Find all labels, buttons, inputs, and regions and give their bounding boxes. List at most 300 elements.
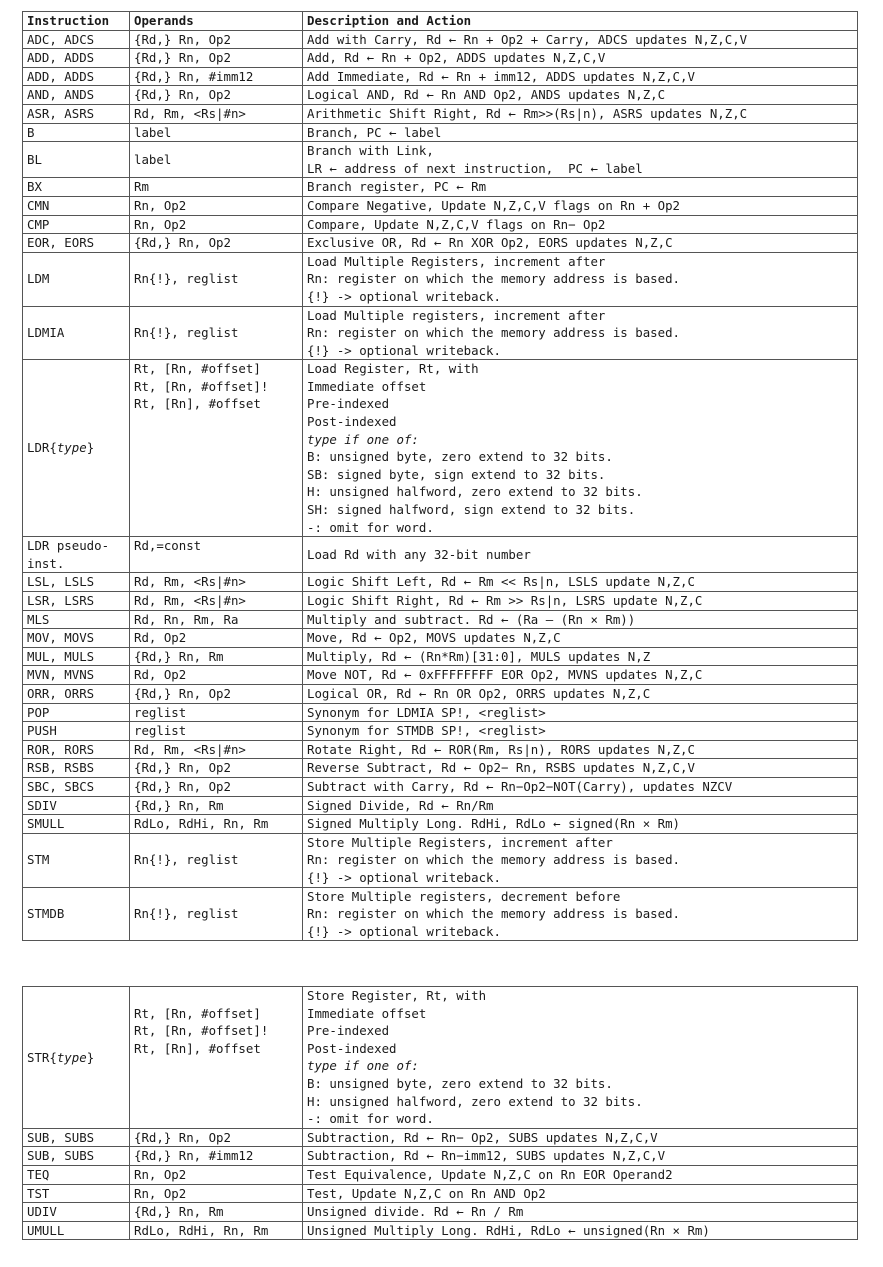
description-cell xyxy=(303,306,858,360)
instruction-text: LSL, LSLS xyxy=(27,574,95,590)
description-text: H: unsigned halfword, zero extend to 32 bits. xyxy=(307,1093,643,1109)
instruction-cell xyxy=(23,647,130,666)
instruction-text: SBC, SBCS xyxy=(27,778,95,794)
instruction-text: ADC, ADCS xyxy=(27,31,95,47)
operands-text: Rn, Op2 xyxy=(134,197,187,213)
instruction-text: MLS xyxy=(27,611,50,627)
instruction-cell xyxy=(23,573,130,592)
instruction-cell xyxy=(23,49,130,68)
description-cell xyxy=(303,1203,858,1222)
description-text: -: omit for word. xyxy=(307,1111,434,1127)
instruction-cell xyxy=(23,987,130,1129)
operands-cell xyxy=(130,1128,303,1147)
description-text: type if one of: xyxy=(307,1058,419,1074)
instruction-text: POP xyxy=(27,704,50,720)
operands-text: Rn{!}, reglist xyxy=(134,325,239,341)
description-text: Compare Negative, Update N,Z,C,V flags on Rn + Op2 xyxy=(307,197,680,213)
description-cell xyxy=(303,796,858,815)
operands-text: {Rd,} Rn, Op2 xyxy=(134,87,231,103)
description-cell xyxy=(303,703,858,722)
instruction-text: EOR, EORS xyxy=(27,235,95,251)
operands-text: RdLo, RdHi, Rn, Rm xyxy=(134,1222,269,1238)
description-text: Rotate Right, Rd ← ROR(Rm, Rs|n), RORS updates N,Z,C xyxy=(307,741,695,757)
description-cell xyxy=(303,647,858,666)
operands-text: {Rd,} Rn, #imm12 xyxy=(134,68,254,84)
instruction-cell xyxy=(23,86,130,105)
table-row xyxy=(23,86,858,105)
operands-text: Rt, [Rn], #offset xyxy=(134,1040,261,1056)
operands-cell xyxy=(130,1165,303,1184)
operands-text: Rn, Op2 xyxy=(134,1166,187,1182)
description-cell xyxy=(303,777,858,796)
operands-cell xyxy=(130,123,303,142)
operands-text: Rn, Op2 xyxy=(134,1185,187,1201)
description-text: Pre-indexed xyxy=(307,396,390,412)
operands-text: Rt, [Rn, #offset] xyxy=(134,361,261,377)
description-text: Test, Update N,Z,C on Rn AND Op2 xyxy=(307,1185,546,1201)
table-row xyxy=(23,215,858,234)
description-text: Post-indexed xyxy=(307,1040,397,1056)
instruction-text: LDR pseudo- xyxy=(27,538,110,554)
description-cell xyxy=(303,666,858,685)
instruction-cell xyxy=(23,629,130,648)
operands-text: Rn, Op2 xyxy=(134,216,187,232)
operands-cell xyxy=(130,777,303,796)
operands-cell xyxy=(130,1221,303,1240)
header-row xyxy=(23,12,858,31)
description-text: Logical AND, Rd ← Rn AND Op2, ANDS updates N,Z,C xyxy=(307,87,666,103)
description-cell xyxy=(303,987,858,1129)
table-row xyxy=(23,592,858,611)
instruction-cell xyxy=(23,740,130,759)
description-text: Load Multiple registers, increment after xyxy=(307,307,606,323)
instruction-text: MOV, MOVS xyxy=(27,630,95,646)
instruction-table-continued-body xyxy=(23,987,858,1240)
instruction-text: type xyxy=(56,440,87,456)
instruction-text: TEQ xyxy=(27,1166,50,1182)
description-cell xyxy=(303,234,858,253)
operands-text: Rn{!}, reglist xyxy=(134,906,239,922)
instruction-text: } xyxy=(86,1049,95,1065)
operands-cell xyxy=(130,592,303,611)
operands-text: {Rd,} Rn, Op2 xyxy=(134,50,231,66)
operands-text: Rm xyxy=(134,179,149,195)
table-row xyxy=(23,684,858,703)
description-cell xyxy=(303,104,858,123)
table-row xyxy=(23,1147,858,1166)
description-cell xyxy=(303,86,858,105)
instruction-text: MUL, MULS xyxy=(27,648,95,664)
instruction-text: STM xyxy=(27,852,50,868)
operands-text: Rd, Op2 xyxy=(134,630,187,646)
instruction-cell xyxy=(23,360,130,537)
instruction-text: CMN xyxy=(27,197,50,213)
instruction-cell xyxy=(23,759,130,778)
description-text: Store Multiple registers, decrement before xyxy=(307,888,621,904)
instruction-text: ADD, ADDS xyxy=(27,68,95,84)
operands-text: {Rd,} Rn, Op2 xyxy=(134,235,231,251)
description-cell xyxy=(303,592,858,611)
description-cell xyxy=(303,123,858,142)
instruction-table xyxy=(22,11,858,941)
description-text: Load Rd with any 32-bit number xyxy=(307,547,531,563)
instruction-cell xyxy=(23,815,130,834)
description-cell xyxy=(303,67,858,86)
instruction-cell xyxy=(23,1221,130,1240)
operands-text: Rt, [Rn, #offset] xyxy=(134,1005,261,1021)
operands-text: {Rd,} Rn, Rm xyxy=(134,797,224,813)
description-cell xyxy=(303,629,858,648)
instruction-cell xyxy=(23,123,130,142)
description-text: Signed Divide, Rd ← Rn/Rm xyxy=(307,797,494,813)
instruction-text: ORR, ORRS xyxy=(27,685,95,701)
description-text: -: omit for word. xyxy=(307,519,434,535)
operands-text: Rn{!}, reglist xyxy=(134,271,239,287)
instruction-cell xyxy=(23,1184,130,1203)
table-row xyxy=(23,759,858,778)
table-row xyxy=(23,252,858,306)
table-row xyxy=(23,104,858,123)
description-text: Reverse Subtract, Rd ← Op2− Rn, RSBS updates N,Z,C,V xyxy=(307,760,695,776)
table-row xyxy=(23,1165,858,1184)
operands-text: Rd, Rn, Rm, Ra xyxy=(134,611,239,627)
description-cell xyxy=(303,1184,858,1203)
operands-cell xyxy=(130,1203,303,1222)
operands-cell xyxy=(130,30,303,49)
operands-text: {Rd,} Rn, Rm xyxy=(134,1204,224,1220)
operands-text: {Rd,} Rn, Op2 xyxy=(134,685,231,701)
table-row xyxy=(23,537,858,573)
table-row xyxy=(23,887,858,941)
description-text: Signed Multiply Long. RdHi, RdLo ← signed(Rn × Rm) xyxy=(307,816,680,832)
description-text: B: unsigned byte, zero extend to 32 bits. xyxy=(307,449,613,465)
description-text: Pre-indexed xyxy=(307,1023,390,1039)
instruction-cell xyxy=(23,722,130,741)
description-text: Unsigned Multiply Long. RdHi, RdLo ← unsigned(Rn × Rm) xyxy=(307,1222,710,1238)
instruction-cell xyxy=(23,178,130,197)
instruction-text: ASR, ASRS xyxy=(27,105,95,121)
description-text: Store Multiple Registers, increment after xyxy=(307,834,613,850)
operands-text: Rd,=const xyxy=(134,538,202,554)
operands-text: reglist xyxy=(134,704,187,720)
instruction-cell xyxy=(23,142,130,178)
description-cell xyxy=(303,178,858,197)
description-text: {!} -> optional writeback. xyxy=(307,342,501,358)
operands-cell xyxy=(130,142,303,178)
instruction-text: type xyxy=(56,1049,87,1065)
table-row xyxy=(23,740,858,759)
description-cell xyxy=(303,252,858,306)
instruction-text: CMP xyxy=(27,216,50,232)
table-row xyxy=(23,1184,858,1203)
operands-text: Rt, [Rn, #offset]! xyxy=(134,1023,269,1039)
operands-cell xyxy=(130,987,303,1129)
table-row xyxy=(23,573,858,592)
description-cell xyxy=(303,1221,858,1240)
operands-text xyxy=(134,987,298,1005)
instruction-text: UMULL xyxy=(27,1222,65,1238)
description-text: SB: signed byte, sign extend to 32 bits. xyxy=(307,466,606,482)
description-cell xyxy=(303,722,858,741)
operands-cell xyxy=(130,49,303,68)
instruction-text: } xyxy=(86,440,95,456)
instruction-text: LSR, LSRS xyxy=(27,593,95,608)
operands-text: {Rd,} Rn, #imm12 xyxy=(134,1148,254,1164)
operands-text: Rd, Rm, <Rs|#n> xyxy=(134,593,246,608)
table-row xyxy=(23,703,858,722)
description-cell xyxy=(303,759,858,778)
operands-cell xyxy=(130,610,303,629)
description-text: Logical OR, Rd ← Rn OR Op2, ORRS updates N,Z,C xyxy=(307,685,651,701)
description-cell xyxy=(303,142,858,178)
table-row xyxy=(23,777,858,796)
description-text: {!} -> optional writeback. xyxy=(307,923,501,939)
operands-text: Rd, Rm, <Rs|#n> xyxy=(134,574,246,590)
operands-cell xyxy=(130,722,303,741)
description-text: Test Equivalence, Update N,Z,C on Rn EOR Operand2 xyxy=(307,1166,673,1182)
table-row xyxy=(23,142,858,178)
operands-cell xyxy=(130,67,303,86)
instruction-cell xyxy=(23,537,130,573)
table-row xyxy=(23,30,858,49)
table-row xyxy=(23,647,858,666)
operands-cell xyxy=(130,537,303,573)
operands-text: {Rd,} Rn, Rm xyxy=(134,648,224,664)
description-text: Move NOT, Rd ← 0xFFFFFFFF EOR Op2, MVNS updates N,Z,C xyxy=(307,667,703,683)
instruction-text: UDIV xyxy=(27,1204,57,1220)
operands-text: RdLo, RdHi, Rn, Rm xyxy=(134,816,269,832)
description-cell xyxy=(303,815,858,834)
instruction-cell xyxy=(23,684,130,703)
operands-text: {Rd,} Rn, Op2 xyxy=(134,31,231,47)
instruction-cell xyxy=(23,30,130,49)
table-row xyxy=(23,987,858,1129)
description-cell xyxy=(303,887,858,941)
instruction-text: STMDB xyxy=(27,906,65,922)
description-cell xyxy=(303,196,858,215)
description-text: Load Register, Rt, with xyxy=(307,361,479,377)
operands-cell xyxy=(130,104,303,123)
description-text: Subtract with Carry, Rd ← Rn−Op2−NOT(Carry), updates NZCV xyxy=(307,778,733,794)
instruction-cell xyxy=(23,1147,130,1166)
description-text: Branch register, PC ← Rm xyxy=(307,179,487,195)
instruction-text: STR{ xyxy=(27,1049,57,1065)
instruction-text: BL xyxy=(27,151,42,167)
instruction-text: SMULL xyxy=(27,816,65,832)
description-cell xyxy=(303,684,858,703)
instruction-text: LDR{ xyxy=(27,440,57,456)
description-text: type if one of: xyxy=(307,431,419,447)
description-text: Unsigned divide. Rd ← Rn / Rm xyxy=(307,1204,524,1220)
description-text: Immediate offset xyxy=(307,1005,427,1021)
instruction-cell xyxy=(23,703,130,722)
description-text: Synonym for LDMIA SP!, <reglist> xyxy=(307,704,546,720)
description-text: Add with Carry, Rd ← Rn + Op2 + Carry, ADCS updates N,Z,C,V xyxy=(307,31,748,47)
description-cell xyxy=(303,49,858,68)
description-text: {!} -> optional writeback. xyxy=(307,288,501,304)
description-cell xyxy=(303,1128,858,1147)
description-text: LR ← address of next instruction, PC ← label xyxy=(307,160,643,176)
description-text: Rn: register on which the memory address is based. xyxy=(307,906,680,922)
instruction-text: AND, ANDS xyxy=(27,87,95,103)
instruction-text: SDIV xyxy=(27,797,57,813)
description-text: Add Immediate, Rd ← Rn + imm12, ADDS updates N,Z,C,V xyxy=(307,68,695,84)
operands-cell xyxy=(130,306,303,360)
description-cell xyxy=(303,30,858,49)
description-text: Immediate offset xyxy=(307,378,427,394)
table-row xyxy=(23,67,858,86)
instruction-text: PUSH xyxy=(27,723,57,739)
instruction-cell xyxy=(23,777,130,796)
instruction-text: LDM xyxy=(27,271,50,287)
operands-cell xyxy=(130,759,303,778)
table-row xyxy=(23,722,858,741)
operands-cell xyxy=(130,1184,303,1203)
instruction-table-continued xyxy=(22,986,858,1240)
operands-cell xyxy=(130,215,303,234)
description-text: Subtraction, Rd ← Rn− Op2, SUBS updates N,Z,C,V xyxy=(307,1129,658,1145)
instruction-cell xyxy=(23,252,130,306)
operands-cell xyxy=(130,815,303,834)
description-text: Load Multiple Registers, increment after xyxy=(307,253,606,269)
operands-text: {Rd,} Rn, Op2 xyxy=(134,760,231,776)
operands-cell xyxy=(130,796,303,815)
operands-cell xyxy=(130,573,303,592)
instruction-cell xyxy=(23,796,130,815)
table-row xyxy=(23,1221,858,1240)
description-text: Branch with Link, xyxy=(307,143,434,159)
description-text: Add, Rd ← Rn + Op2, ADDS updates N,Z,C,V xyxy=(307,50,606,66)
description-text: Store Register, Rt, with xyxy=(307,988,487,1003)
table-row xyxy=(23,360,858,537)
table-row xyxy=(23,610,858,629)
description-text: Branch, PC ← label xyxy=(307,124,442,140)
instruction-text: ADD, ADDS xyxy=(27,50,95,66)
description-text: Multiply and subtract. Rd ← (Ra – (Rn × Rm)) xyxy=(307,611,636,627)
instruction-cell xyxy=(23,1128,130,1147)
description-text: {!} -> optional writeback. xyxy=(307,869,501,885)
description-text: Synonym for STMDB SP!, <reglist> xyxy=(307,723,546,739)
table-row xyxy=(23,49,858,68)
instruction-table-body xyxy=(23,30,858,941)
description-cell xyxy=(303,610,858,629)
description-text: Multiply, Rd ← (Rn*Rm)[31:0], MULS updates N,Z xyxy=(307,648,651,664)
operands-cell xyxy=(130,833,303,887)
table-row xyxy=(23,1128,858,1147)
table-row xyxy=(23,123,858,142)
description-text: Logic Shift Right, Rd ← Rm >> Rs|n, LSRS update N,Z,C xyxy=(307,593,703,608)
instruction-text: SUB, SUBS xyxy=(27,1129,95,1145)
instruction-cell xyxy=(23,887,130,941)
description-text: Rn: register on which the memory address is based. xyxy=(307,325,680,341)
description-text: Compare, Update N,Z,C,V flags on Rn− Op2 xyxy=(307,216,606,232)
instruction-cell xyxy=(23,610,130,629)
operands-text: label xyxy=(134,151,172,167)
instruction-cell xyxy=(23,1165,130,1184)
instruction-text: BX xyxy=(27,179,42,195)
instruction-text: RSB, RSBS xyxy=(27,760,95,776)
table-row xyxy=(23,666,858,685)
instruction-text: LDMIA xyxy=(27,325,65,341)
operands-cell xyxy=(130,360,303,537)
description-cell xyxy=(303,833,858,887)
operands-cell xyxy=(130,629,303,648)
table-row xyxy=(23,815,858,834)
instruction-cell xyxy=(23,215,130,234)
operands-text: {Rd,} Rn, Op2 xyxy=(134,778,231,794)
operands-text: reglist xyxy=(134,723,187,739)
operands-cell xyxy=(130,86,303,105)
operands-text: Rd, Rm, <Rs|#n> xyxy=(134,741,246,757)
header-operands: Operands xyxy=(130,12,303,31)
description-cell xyxy=(303,537,858,573)
table-row xyxy=(23,796,858,815)
description-text: Exclusive OR, Rd ← Rn XOR Op2, EORS updates N,Z,C xyxy=(307,235,673,251)
instruction-cell xyxy=(23,666,130,685)
instruction-cell xyxy=(23,196,130,215)
table-row xyxy=(23,196,858,215)
description-cell xyxy=(303,1147,858,1166)
instruction-cell xyxy=(23,306,130,360)
instruction-text: TST xyxy=(27,1185,50,1201)
description-text: Arithmetic Shift Right, Rd ← Rm>>(Rs|n), ASRS updates N,Z,C xyxy=(307,105,748,121)
instruction-text: SUB, SUBS xyxy=(27,1148,95,1164)
instruction-text: B xyxy=(27,124,35,140)
operands-cell xyxy=(130,703,303,722)
operands-text: Rd, Rm, <Rs|#n> xyxy=(134,105,246,121)
description-cell xyxy=(303,360,858,537)
header-description: Description and Action xyxy=(303,12,858,31)
description-cell xyxy=(303,740,858,759)
instruction-cell xyxy=(23,592,130,611)
table-row xyxy=(23,234,858,253)
operands-cell xyxy=(130,252,303,306)
table-row xyxy=(23,1203,858,1222)
instruction-cell xyxy=(23,1203,130,1222)
operands-cell xyxy=(130,647,303,666)
description-text: Rn: register on which the memory address is based. xyxy=(307,852,680,868)
operands-cell xyxy=(130,178,303,197)
operands-cell xyxy=(130,666,303,685)
table-row xyxy=(23,833,858,887)
operands-cell xyxy=(130,1147,303,1166)
operands-text: Rt, [Rn], #offset xyxy=(134,396,261,412)
instruction-text: inst. xyxy=(27,555,65,571)
instruction-text: ROR, RORS xyxy=(27,741,95,757)
instruction-cell xyxy=(23,234,130,253)
instruction-cell xyxy=(23,67,130,86)
instruction-cell xyxy=(23,104,130,123)
table-row xyxy=(23,178,858,197)
description-text: SH: signed halfword, sign extend to 32 bits. xyxy=(307,502,636,518)
operands-text: {Rd,} Rn, Op2 xyxy=(134,1129,231,1145)
description-text: H: unsigned halfword, zero extend to 32 bits. xyxy=(307,484,643,500)
description-text: Logic Shift Left, Rd ← Rm << Rs|n, LSLS update N,Z,C xyxy=(307,574,695,590)
description-cell xyxy=(303,1165,858,1184)
operands-text: label xyxy=(134,124,172,140)
description-text: Post-indexed xyxy=(307,414,397,430)
table-row xyxy=(23,629,858,648)
instruction-text: MVN, MVNS xyxy=(27,667,95,683)
operands-cell xyxy=(130,196,303,215)
description-text: Subtraction, Rd ← Rn−imm12, SUBS updates N,Z,C,V xyxy=(307,1148,666,1164)
description-cell xyxy=(303,215,858,234)
header-instruction: Instruction xyxy=(23,12,130,31)
operands-cell xyxy=(130,684,303,703)
operands-text: Rd, Op2 xyxy=(134,667,187,683)
description-text: Move, Rd ← Op2, MOVS updates N,Z,C xyxy=(307,630,561,646)
table-row xyxy=(23,306,858,360)
